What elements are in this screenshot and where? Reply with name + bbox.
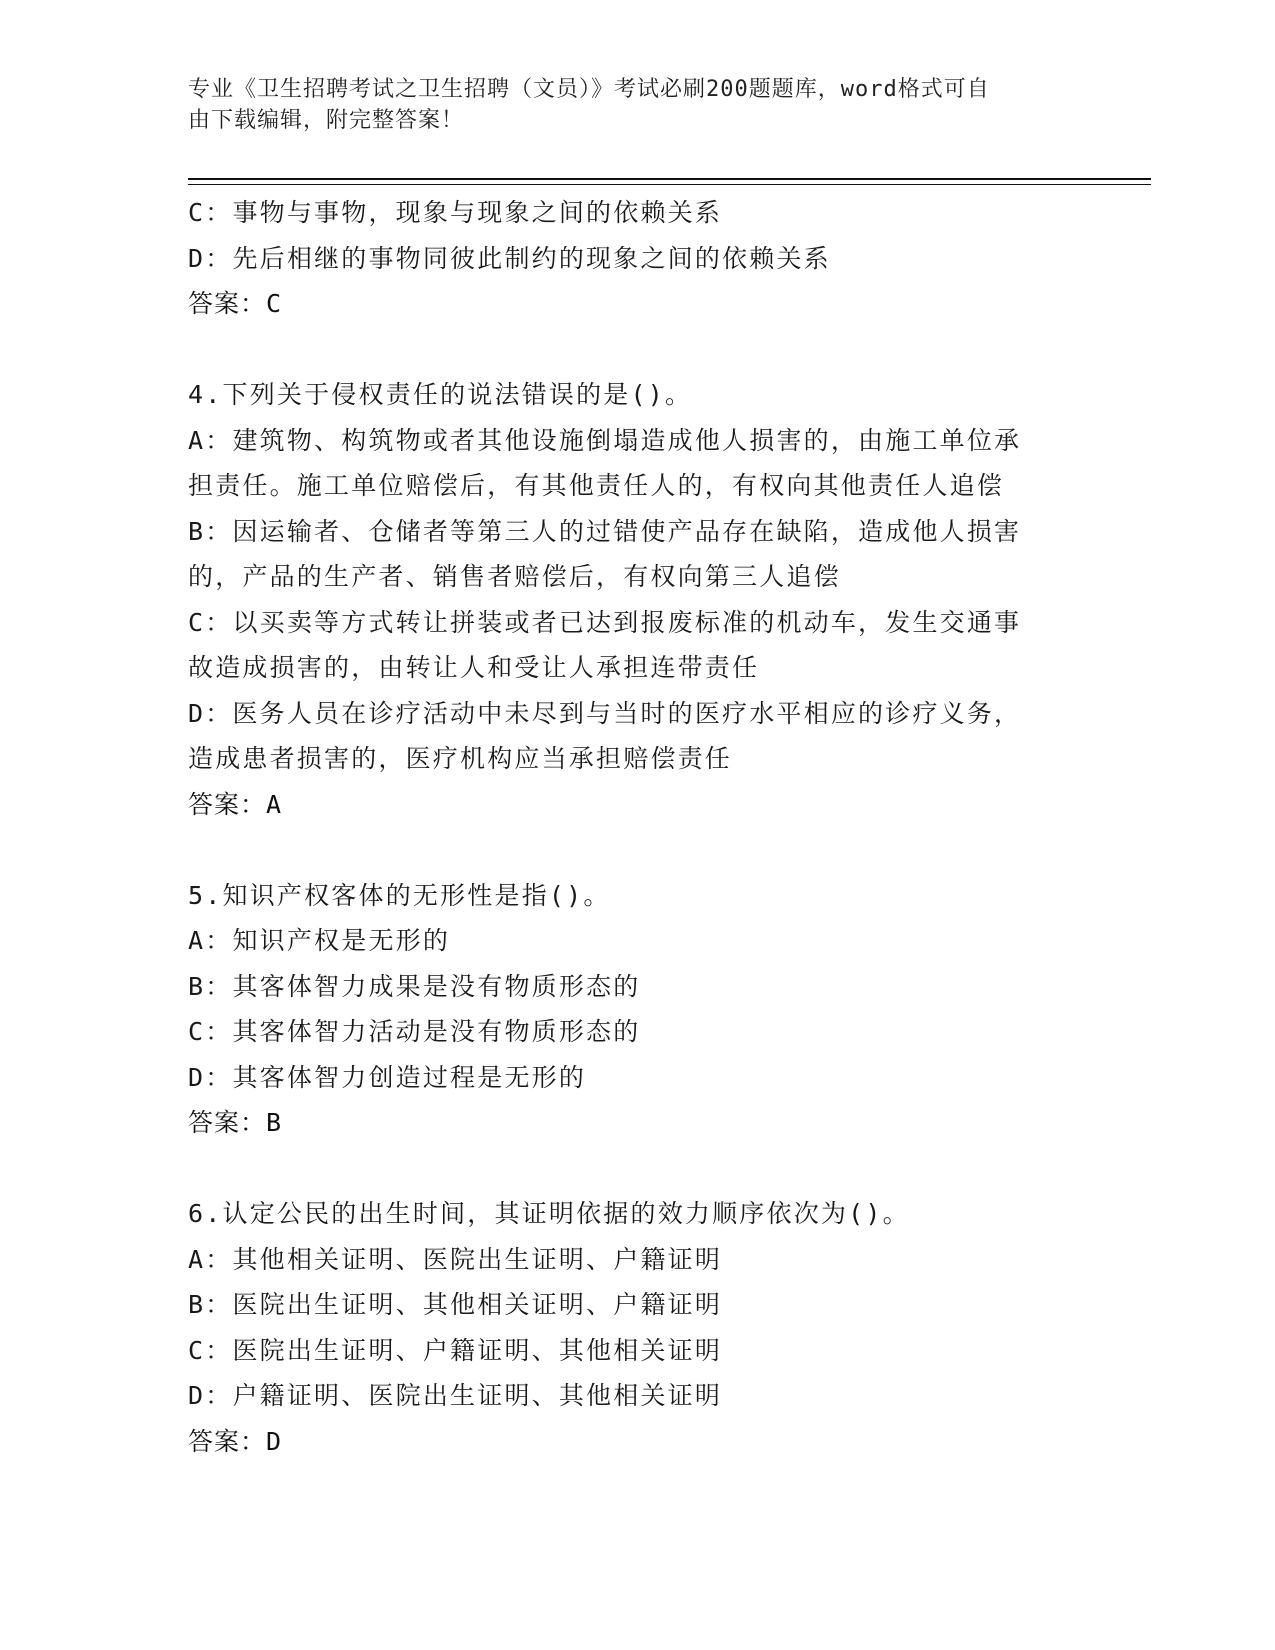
- document-body: [188, 190, 1088, 1464]
- question-stem: 5.知识产权客体的无形性是指()。: [188, 880, 611, 910]
- option-c: C：事物与事物，现象与现象之间的依赖关系: [188, 198, 723, 227]
- option-b: B：其客体智力成果是没有物质形态的: [188, 971, 641, 1001]
- question-4: [188, 372, 1088, 827]
- option-b: B：医院出生证明、其他相关证明、户籍证明: [188, 1290, 723, 1319]
- option-c: C：以买卖等方式转让拼装或者已达到报废标准的机动车，发生交通事: [188, 607, 1022, 637]
- spacer: [188, 1146, 1088, 1192]
- option-c-continued: 故造成损害的，由转让人和受让人承担连带责任: [188, 653, 760, 682]
- option-c: C：其客体智力活动是没有物质形态的: [188, 1017, 641, 1046]
- header-divider-thin: [188, 184, 1151, 185]
- option-d: D：医务人员在诊疗活动中未尽到与当时的医疗水平相应的诊疗义务，: [188, 698, 1022, 728]
- spacer: [188, 827, 1088, 873]
- answer: 答案：B: [188, 1108, 283, 1137]
- document-header: [188, 74, 1088, 136]
- answer: 答案：C: [188, 289, 283, 318]
- header-line-1: 专业《卫生招聘考试之卫生招聘（文员）》考试必刷200题题库，word格式可自: [188, 77, 990, 102]
- question-5: [188, 873, 1088, 1146]
- spacer: [188, 327, 1088, 373]
- question-6: [188, 1191, 1088, 1464]
- option-d: D：其客体智力创造过程是无形的: [188, 1062, 587, 1092]
- header-divider-thick: [188, 178, 1151, 180]
- question-3-continuation: [188, 190, 1088, 327]
- question-stem: 4.下列关于侵权责任的说法错误的是()。: [188, 380, 693, 409]
- option-b: B：因运输者、仓储者等第三人的过错使产品存在缺陷，造成他人损害: [188, 516, 1022, 546]
- answer: 答案：D: [188, 1426, 283, 1456]
- option-a: A：其他相关证明、医院出生证明、户籍证明: [188, 1244, 723, 1274]
- option-a: A：知识产权是无形的: [188, 926, 451, 955]
- option-c: C：医院出生证明、户籍证明、其他相关证明: [188, 1335, 723, 1365]
- option-b-continued: 的，产品的生产者、销售者赔偿后，有权向第三人追偿: [188, 562, 841, 591]
- answer: 答案：A: [188, 789, 283, 819]
- option-a-continued: 担责任。施工单位赔偿后，有其他责任人的，有权向其他责任人追偿: [188, 471, 1005, 500]
- question-stem: 6.认定公民的出生时间，其证明依据的效力顺序依次为()。: [188, 1199, 910, 1228]
- header-line-2: 由下载编辑，附完整答案！: [188, 108, 465, 133]
- option-d-continued: 造成患者损害的，医疗机构应当承担赔偿责任: [188, 744, 733, 773]
- option-d: D：户籍证明、医院出生证明、其他相关证明: [188, 1381, 723, 1410]
- option-a: A：建筑物、构筑物或者其他设施倒塌造成他人损害的，由施工单位承: [188, 425, 1022, 455]
- option-d: D：先后相继的事物同彼此制约的现象之间的依赖关系: [188, 243, 831, 273]
